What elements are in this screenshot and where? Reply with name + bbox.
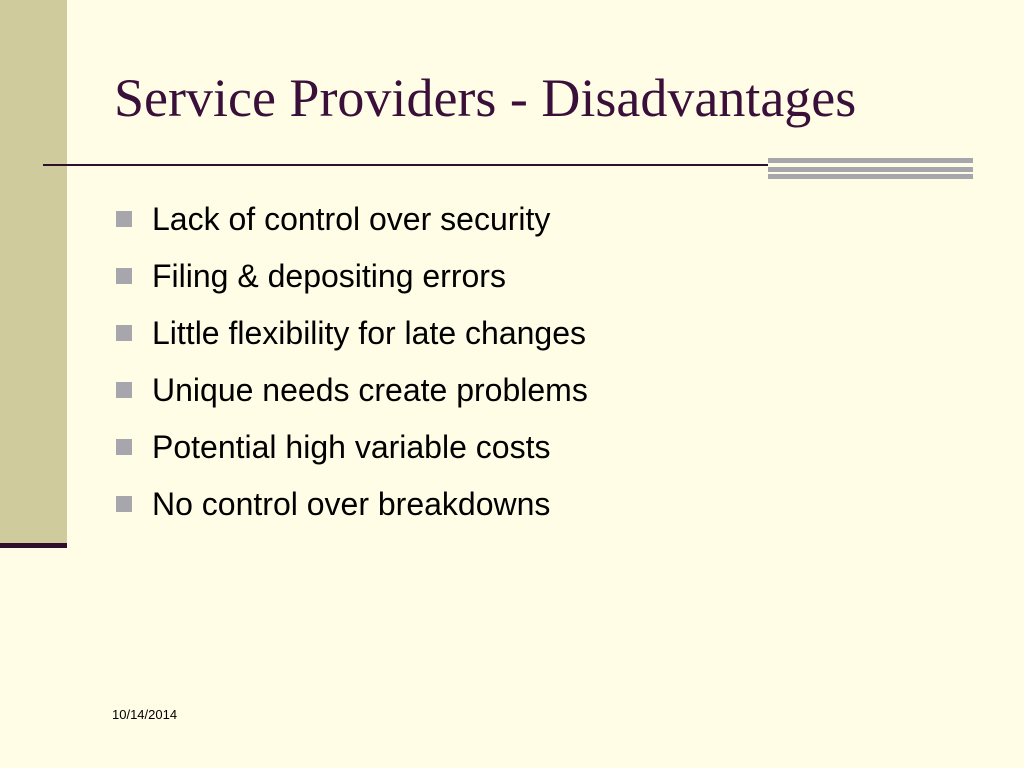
square-bullet-icon (116, 268, 132, 284)
square-bullet-icon (116, 496, 132, 512)
list-item (116, 418, 588, 475)
accent-bar-middle (768, 167, 973, 172)
list-item (116, 475, 588, 532)
footer-date: 10/14/2014 (112, 707, 178, 722)
square-bullet-icon (116, 439, 132, 455)
accent-bars (768, 158, 973, 179)
slide-title: Service Providers - Disadvantages (114, 68, 857, 128)
accent-bar-bottom (768, 174, 973, 179)
bullet-text: Unique needs create problems (152, 371, 588, 408)
list-item (116, 361, 588, 418)
bullet-text: Lack of control over security (152, 200, 551, 237)
bullet-text: Potential high variable costs (152, 428, 551, 465)
title-divider-line (43, 164, 768, 166)
left-bar-underline (0, 543, 67, 548)
accent-bar-top (768, 158, 973, 163)
left-decorative-bar (0, 0, 67, 543)
bullet-text: Filing & depositing errors (152, 257, 506, 294)
list-item (116, 247, 588, 304)
bullet-text: No control over breakdowns (152, 485, 551, 522)
square-bullet-icon (116, 211, 132, 227)
list-item (116, 304, 588, 361)
square-bullet-icon (116, 325, 132, 341)
square-bullet-icon (116, 382, 132, 398)
bullet-list (116, 190, 588, 532)
bullet-text: Little flexibility for late changes (152, 314, 586, 351)
list-item (116, 190, 588, 247)
